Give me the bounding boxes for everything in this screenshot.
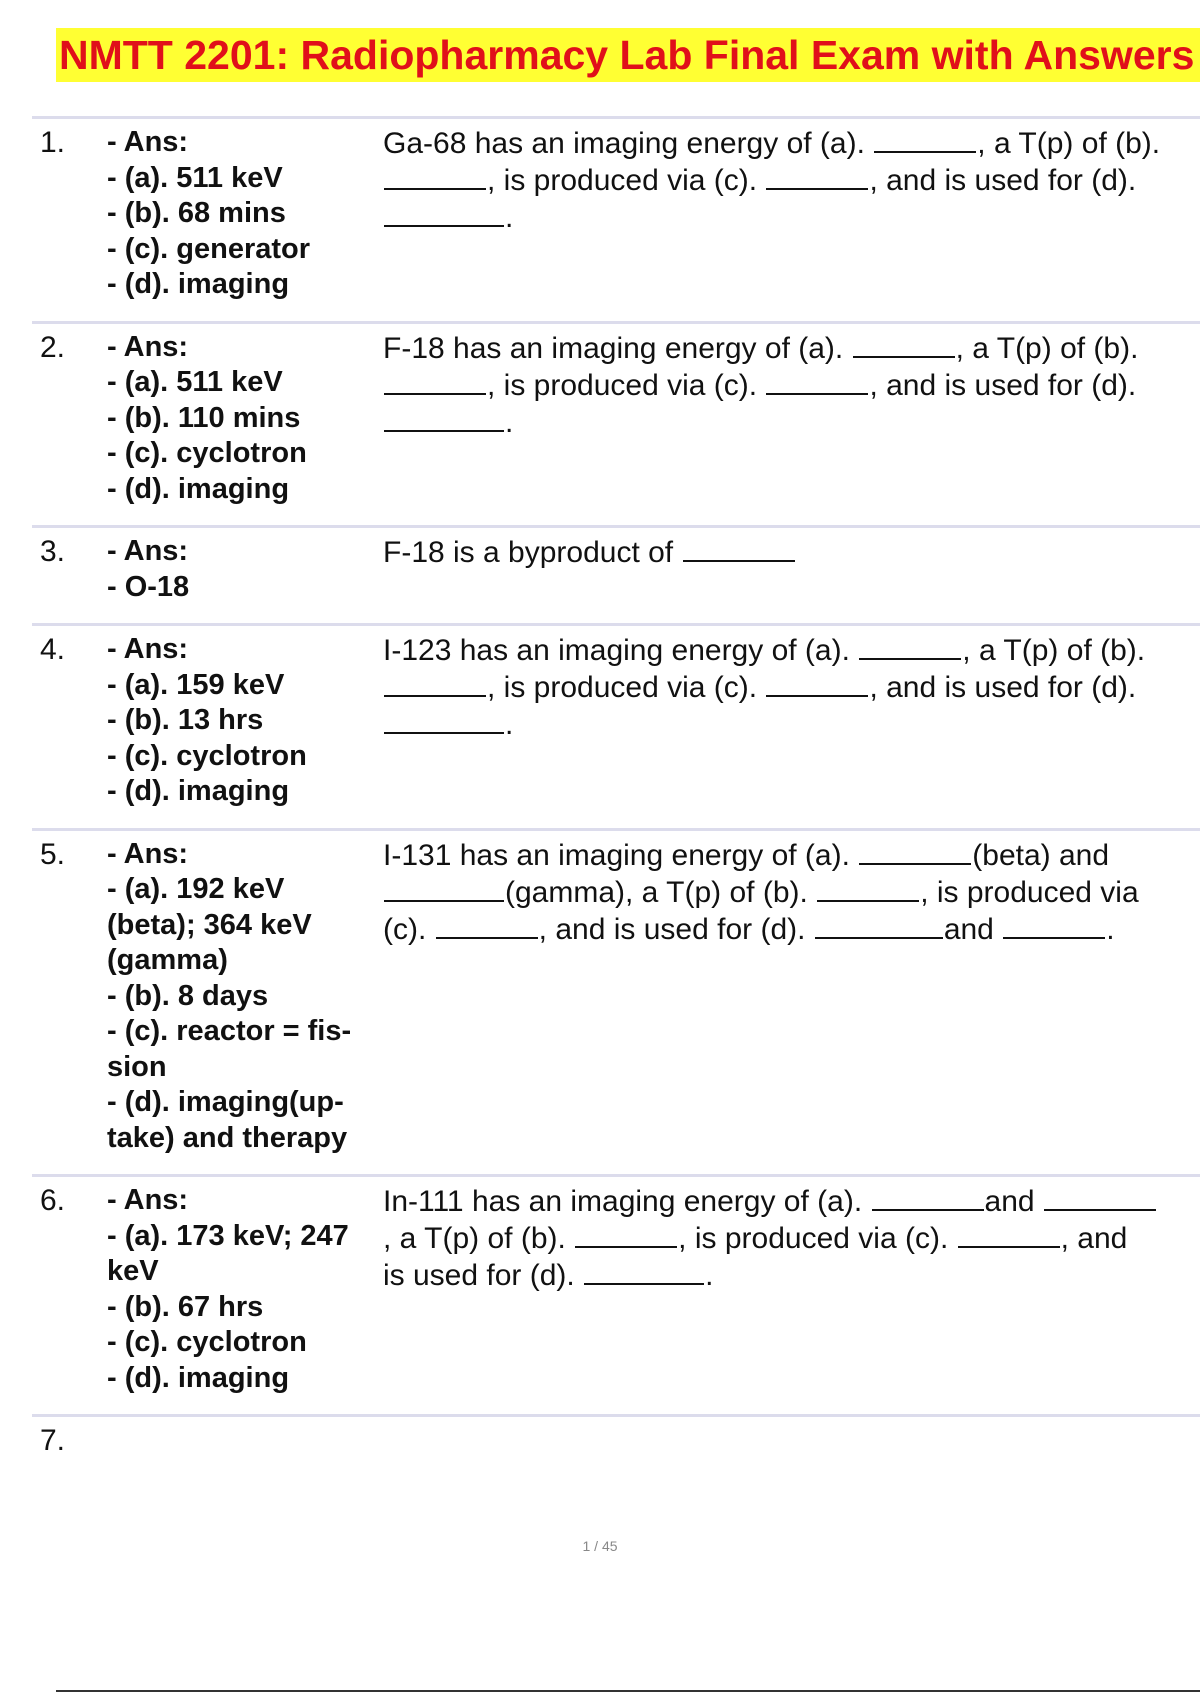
- answer-line: keV: [107, 1255, 159, 1287]
- answer-blank: [817, 874, 919, 902]
- answer-line: - O-18: [107, 570, 190, 603]
- answer-blank: [384, 162, 486, 190]
- answer-blank: [384, 367, 486, 395]
- question-number: 5.: [40, 837, 66, 871]
- answer-line: - (c). generator: [107, 232, 311, 265]
- question-fragment: , and is used for (d).: [869, 671, 1137, 704]
- question-number: 3.: [40, 535, 66, 568]
- answer-line: - (b). 8 days: [107, 979, 269, 1012]
- question-fragment: , is produced via (c).: [487, 671, 758, 704]
- answer-line: - (a). 511 keV: [107, 161, 283, 194]
- answer-line: (gamma): [107, 944, 228, 976]
- question-fragment: , is produced via (c).: [678, 1222, 949, 1255]
- answer-blank: [766, 669, 868, 697]
- question-fragment: and: [943, 912, 994, 946]
- answer-blank: [859, 632, 961, 660]
- question-fragment: , a T(p) of (b).: [977, 127, 1161, 160]
- question-fragment: is used for (d).: [383, 1259, 575, 1292]
- question-fragment: (beta) and: [972, 838, 1110, 872]
- answer-block: [107, 534, 383, 605]
- answer-line: - Ans:: [107, 330, 189, 363]
- question-fragment: , a T(p) of (b).: [383, 1222, 566, 1255]
- question-fragment: F-18 is a byproduct of: [383, 536, 674, 569]
- question-row: [32, 623, 1200, 828]
- question-row: [32, 116, 1200, 321]
- answer-line: take) and therapy: [107, 1121, 348, 1154]
- answer-line: - (c). cyclotron: [107, 739, 307, 772]
- question-row: [32, 525, 1200, 623]
- answer-line: - (a). 173 keV; 247: [107, 1219, 349, 1252]
- answer-line: - Ans:: [107, 1184, 189, 1216]
- answer-line: - (d). imaging: [107, 472, 290, 505]
- question-fragment: , is produced via (c).: [487, 368, 758, 402]
- answer-line: - (b). 110 mins: [107, 401, 301, 434]
- question-fragment: , and is used for (d).: [869, 368, 1137, 402]
- answer-line: - (b). 67 hrs: [107, 1290, 264, 1323]
- answer-blank: [575, 1220, 677, 1248]
- answer-line: - (d). imaging(up-: [107, 1086, 344, 1118]
- question-row: [32, 1414, 1200, 1459]
- answer-line: - Ans:: [107, 126, 189, 158]
- answer-line: - (d). imaging: [107, 1361, 290, 1394]
- divider: [56, 1690, 1200, 1692]
- question-row: [32, 1174, 1200, 1414]
- answer-line: sion: [107, 1050, 167, 1083]
- answer-block: [107, 837, 383, 1157]
- question-fragment: In-111 has an imaging energy of (a).: [383, 1185, 863, 1218]
- question-text: [383, 837, 1200, 1157]
- title-wrap: [56, 28, 1200, 82]
- answer-line: - (c). cyclotron: [107, 437, 307, 469]
- answer-blank: [384, 404, 504, 432]
- answer-blank: [384, 669, 486, 697]
- question-text: [383, 632, 1200, 810]
- answer-line: - Ans:: [107, 535, 189, 567]
- answer-line: - (a). 192 keV: [107, 873, 285, 905]
- answer-line: - (c). reactor = fis-: [107, 1015, 352, 1047]
- question-text: [383, 125, 1200, 303]
- question-fragment: (gamma), a T(p) of (b).: [505, 875, 808, 909]
- answer-blank: [683, 534, 795, 562]
- question-fragment: F-18 has an imaging energy of (a).: [383, 331, 844, 365]
- answer-blank: [384, 706, 504, 734]
- answer-blank: [958, 1220, 1060, 1248]
- question-fragment: .: [1106, 912, 1115, 946]
- question-number: 2.: [40, 330, 66, 364]
- answer-blank: [853, 330, 955, 358]
- question-fragment: .: [505, 201, 514, 234]
- answer-line: - (a). 511 keV: [107, 366, 283, 398]
- answer-block: [107, 632, 383, 810]
- question-fragment: (c).: [383, 912, 427, 946]
- question-row: [32, 321, 1200, 526]
- question-row: [32, 828, 1200, 1175]
- answer-blank: [436, 911, 538, 939]
- question-text: [383, 534, 1200, 605]
- answer-block: [107, 330, 383, 508]
- page-title: NMTT 2201: Radiopharmacy Lab Final Exam with Answers: [56, 28, 1200, 82]
- question-fragment: Ga-68 has an imaging energy of (a).: [383, 127, 865, 160]
- page-counter: 1 / 45: [582, 1538, 618, 1554]
- answer-blank: [872, 1183, 984, 1211]
- question-number: 4.: [40, 633, 66, 666]
- question-number: 6.: [40, 1184, 66, 1217]
- question-fragment: , and is used for (d).: [538, 912, 806, 946]
- answer-line: - Ans:: [107, 633, 189, 665]
- answer-block: [107, 1423, 383, 1459]
- question-fragment: , and: [1060, 1222, 1128, 1255]
- question-fragment: .: [705, 1259, 714, 1292]
- answer-blank: [1003, 911, 1105, 939]
- question-text: [383, 1423, 1200, 1459]
- question-number: 1.: [40, 126, 66, 159]
- question-text: [383, 1183, 1200, 1396]
- answer-line: - (b). 68 mins: [107, 197, 286, 229]
- answer-blank: [384, 874, 504, 902]
- question-fragment: , is produced via (c).: [487, 164, 758, 197]
- answer-line: - (d). imaging: [107, 268, 290, 300]
- question-fragment: I-123 has an imaging energy of (a).: [383, 634, 850, 667]
- question-fragment: , a T(p) of (b).: [962, 634, 1146, 667]
- question-fragment: and: [984, 1185, 1035, 1218]
- answer-block: [107, 125, 383, 303]
- answer-blank: [766, 367, 868, 395]
- question-list: [32, 116, 1200, 1459]
- question-fragment: , and is used for (d).: [869, 164, 1137, 197]
- answer-blank: [766, 162, 868, 190]
- question-fragment: .: [505, 708, 514, 741]
- answer-block: [107, 1183, 383, 1396]
- question-fragment: I-131 has an imaging energy of (a).: [383, 838, 850, 872]
- question-fragment: , a T(p) of (b).: [955, 331, 1139, 365]
- answer-line: - (d). imaging: [107, 775, 290, 807]
- answer-blank: [874, 125, 976, 153]
- answer-blank: [859, 837, 971, 865]
- answer-blank: [384, 199, 504, 227]
- answer-blank: [815, 911, 943, 939]
- answer-line: - Ans:: [107, 837, 189, 870]
- question-number: 7.: [40, 1424, 66, 1457]
- answer-blank: [584, 1257, 704, 1285]
- answer-line: - (c). cyclotron: [107, 1326, 307, 1358]
- answer-line: - (a). 159 keV: [107, 668, 285, 701]
- answer-line: (beta); 364 keV: [107, 908, 312, 941]
- question-fragment: .: [505, 405, 514, 439]
- question-text: [383, 330, 1200, 508]
- answer-blank: [1044, 1183, 1156, 1211]
- answer-line: - (b). 13 hrs: [107, 704, 264, 736]
- question-fragment: , is produced via: [920, 875, 1139, 909]
